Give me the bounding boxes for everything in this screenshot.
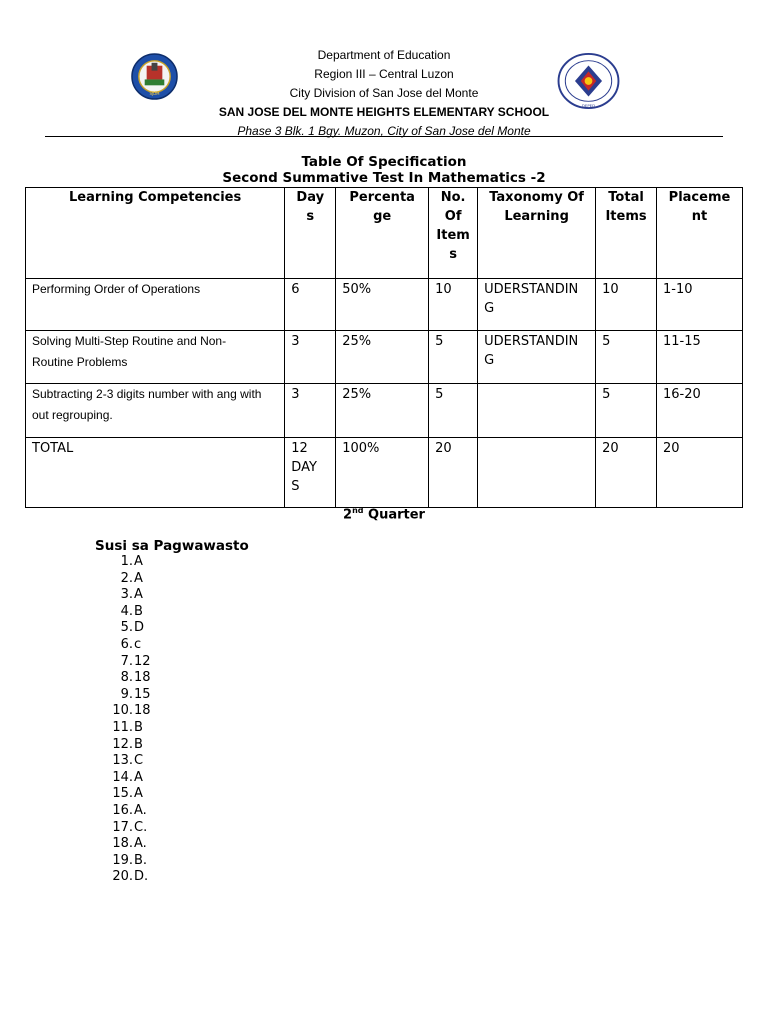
answer-value: C.	[134, 819, 148, 835]
taxonomy-cell	[478, 438, 596, 508]
header-divider	[45, 136, 723, 137]
answer-value: 18	[134, 703, 151, 719]
answer-number: 4.	[120, 603, 133, 619]
answer-key-item	[110, 753, 151, 770]
answer-value: A.	[134, 802, 147, 818]
quarter-number: 2	[343, 507, 353, 523]
total-items-cell: 10	[596, 279, 657, 331]
answer-value: B.	[134, 852, 148, 868]
answer-key-item	[110, 571, 151, 588]
answer-key-item	[110, 703, 151, 720]
answer-value: A	[134, 769, 143, 785]
answer-number: 16.	[112, 802, 133, 818]
taxonomy-cell: UDERSTANDIN G	[478, 279, 596, 331]
answer-key-item	[110, 620, 151, 637]
answer-key-item	[110, 836, 151, 853]
quarter-label	[0, 506, 768, 522]
answer-number: 20.	[112, 869, 133, 885]
days-cell: 3	[285, 331, 336, 384]
document-subtitle: Second Summative Test In Mathematics -2	[222, 170, 546, 186]
taxonomy-cell: UDERSTANDIN G	[478, 331, 596, 384]
percentage-cell: 25%	[336, 331, 429, 384]
quarter-ordinal: nd	[352, 506, 364, 515]
competency-cell: Solving Multi-Step Routine and Non- Routine Problems	[26, 331, 285, 384]
percentage-cell: 100%	[336, 438, 429, 508]
items-cell: 20	[429, 438, 478, 508]
answer-number: 18.	[112, 836, 133, 852]
answer-value: B	[134, 719, 143, 735]
answer-key-item	[110, 604, 151, 621]
answer-value: A	[134, 786, 143, 802]
answer-number: 19.	[112, 852, 133, 868]
header-total-items: Total Items	[596, 188, 657, 279]
header-placement: Placeme nt	[657, 188, 743, 279]
answer-number: 14.	[112, 769, 133, 785]
header-taxonomy: Taxonomy Of Learning	[478, 188, 596, 279]
specification-table	[25, 187, 743, 508]
answer-value: c	[134, 636, 142, 652]
placement-cell: 20	[657, 438, 743, 508]
answer-number: 12.	[112, 736, 133, 752]
right-logo-text: DEPED	[581, 103, 596, 109]
days-cell: 12 DAY S	[285, 438, 336, 508]
items-cell: 10	[429, 279, 478, 331]
answer-number: 3.	[120, 587, 133, 603]
division-line: City Division of San Jose del Monte	[289, 86, 479, 100]
deped-seal-logo	[556, 52, 621, 110]
items-cell: 5	[429, 331, 478, 384]
answer-value: D.	[134, 869, 149, 885]
total-items-cell: 5	[596, 384, 657, 438]
letterhead	[0, 46, 768, 141]
percentage-cell: 50%	[336, 279, 429, 331]
total-label-cell: TOTAL	[26, 438, 285, 508]
answer-key-item	[110, 670, 151, 687]
answer-value: 12	[134, 653, 151, 669]
table-row	[26, 279, 743, 331]
answer-key-item	[110, 770, 151, 787]
total-items-cell: 5	[596, 331, 657, 384]
department-line: Department of Education	[317, 48, 451, 62]
header-no-of-items: No. Of Item s	[429, 188, 478, 279]
answer-number: 8.	[120, 670, 133, 686]
answer-number: 2.	[120, 570, 133, 586]
days-cell: 3	[285, 384, 336, 438]
header-competencies: Learning Competencies	[26, 188, 285, 279]
answer-value: B	[134, 736, 143, 752]
answer-key-item	[110, 803, 151, 820]
answer-value: 18	[134, 670, 151, 686]
answer-value: B	[134, 603, 143, 619]
answer-key-item	[110, 737, 151, 754]
header-days: Day s	[285, 188, 336, 279]
answer-value: 15	[134, 686, 151, 702]
answer-number: 9.	[120, 686, 133, 702]
answer-number: 13.	[112, 753, 133, 769]
answer-key-item	[110, 654, 151, 671]
answer-key-title: Susi sa Pagwawasto	[95, 538, 249, 554]
answer-key-item	[110, 720, 151, 737]
document-title: Table Of Specification	[301, 154, 467, 170]
placement-cell: 11-15	[657, 331, 743, 384]
answer-value: D	[134, 620, 145, 636]
answer-number: 15.	[112, 786, 133, 802]
answer-value: A	[134, 570, 143, 586]
answer-key-list	[110, 554, 151, 886]
placement-cell: 1-10	[657, 279, 743, 331]
answer-number: 6.	[120, 636, 133, 652]
region-line: Region III – Central Luzon	[314, 67, 454, 81]
answer-number: 10.	[112, 703, 133, 719]
school-name: SAN JOSE DEL MONTE HEIGHTS ELEMENTARY SCHOOL	[218, 105, 550, 119]
left-logo-text: SJDM	[149, 91, 160, 97]
days-cell: 6	[285, 279, 336, 331]
answer-value: A	[134, 554, 143, 569]
answer-key-item	[110, 554, 151, 571]
total-items-cell: 20	[596, 438, 657, 508]
answer-key-item	[110, 853, 151, 870]
competency-cell: Performing Order of Operations	[26, 279, 285, 331]
answer-key-item	[110, 869, 151, 886]
answer-key-item	[110, 587, 151, 604]
placement-cell: 16-20	[657, 384, 743, 438]
answer-key-item	[110, 687, 151, 704]
table-row	[26, 384, 743, 438]
answer-value: A.	[134, 836, 147, 852]
answer-number: 11.	[112, 719, 133, 735]
answer-number: 1.	[120, 554, 133, 569]
answer-key-item	[110, 637, 151, 654]
answer-value: C	[134, 753, 144, 769]
answer-key-item	[110, 786, 151, 803]
document-titles	[0, 154, 768, 186]
items-cell: 5	[429, 384, 478, 438]
competency-cell: Subtracting 2-3 digits number with ang with out regrouping.	[26, 384, 285, 438]
table-header-row	[26, 188, 743, 279]
quarter-text: Quarter	[363, 507, 425, 523]
answer-value: A	[134, 587, 143, 603]
school-address: Phase 3 Blk. 1 Bgy. Muzon, City of San Jose del Monte	[237, 124, 531, 138]
taxonomy-cell	[478, 384, 596, 438]
answer-key-item	[110, 820, 151, 837]
answer-number: 17.	[112, 819, 133, 835]
table-total-row	[26, 438, 743, 508]
table-row	[26, 331, 743, 384]
percentage-cell: 25%	[336, 384, 429, 438]
answer-number: 7.	[120, 653, 133, 669]
answer-number: 5.	[120, 620, 133, 636]
header-percentage: Percenta ge	[336, 188, 429, 279]
